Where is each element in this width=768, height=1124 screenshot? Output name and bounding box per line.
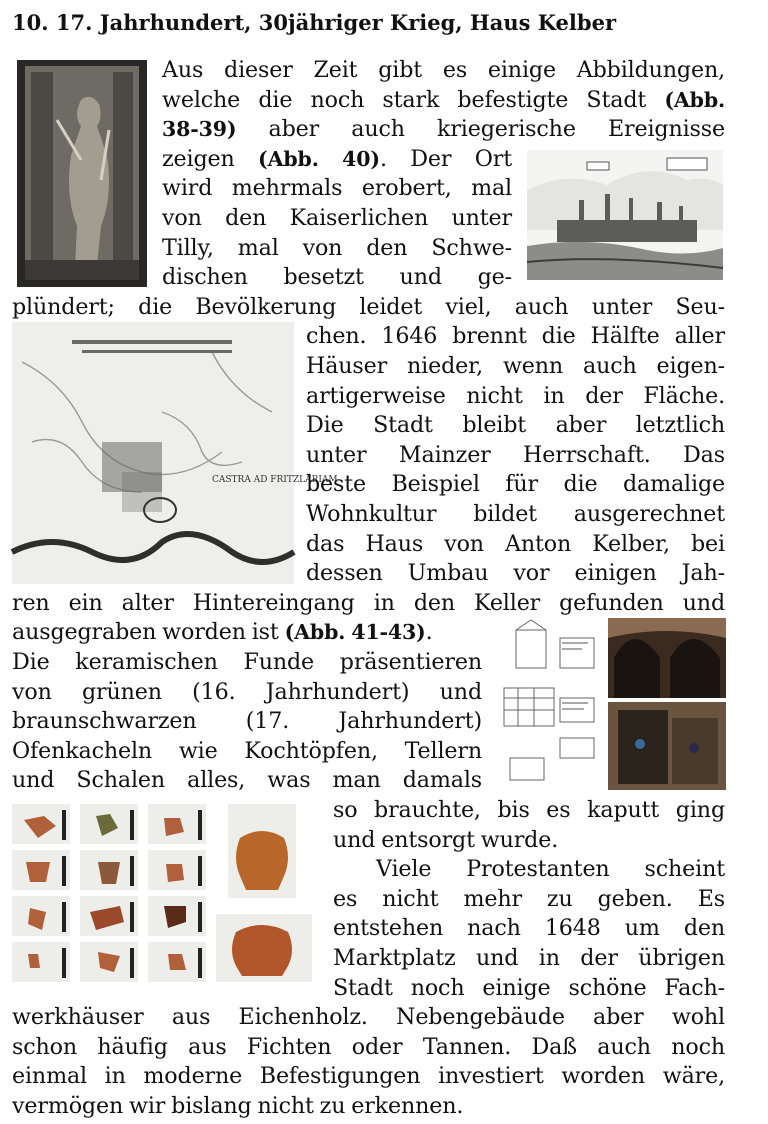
text-line: wird mehrmals erobert, mal: [162, 175, 512, 202]
text-line: welche die noch stark befestigte Stadt (Abb.: [162, 86, 725, 113]
ceramic-finds: [12, 804, 328, 982]
text-line: und entsorgt wurde.: [333, 826, 559, 853]
text-line: entstehen nach 1648 um den: [333, 915, 725, 942]
town-engraving: [527, 150, 723, 280]
page-heading: 10. 17. Jahrhundert, 30jähriger Krieg, Haus Kelber: [12, 10, 617, 35]
text-line: so brauchte, bis es kaputt ging: [333, 797, 725, 823]
body-text-full-a: [12, 293, 725, 323]
text-line: Häuser nieder, wenn auch eigen-: [306, 352, 725, 379]
text-line: Die Stadt bleibt aber letztlich: [306, 412, 725, 439]
cellar-photos: [608, 618, 726, 790]
text-line: das Haus von Anton Kelber, bei: [306, 530, 725, 557]
body-text-full-b: [12, 589, 725, 619]
text-line: schon häufig aus Fichten oder Tannen. Daß auch noch: [12, 1033, 725, 1060]
text-line: Marktplatz und in der übrigen: [333, 944, 725, 971]
body-text: [162, 56, 725, 145]
body-text-col-c: [12, 618, 482, 796]
text-line: ausgegraben worden ist (Abb. 41-43).: [12, 619, 433, 646]
text-line: beste Beispiel für die damalige: [306, 471, 725, 498]
text-line: von grünen (16. Jahrhundert) und: [12, 678, 482, 705]
text-line: Viele Protestanten scheint: [376, 856, 725, 883]
text-line: Die keramischen Funde präsentieren: [12, 648, 482, 675]
text-line: und Schalen alles, was man damals: [12, 767, 482, 794]
text-line: Ofenkacheln wie Kochtöpfen, Tellern: [12, 737, 482, 764]
text-line: plündert; die Bevölkerung leidet viel, auch unter Seu-: [12, 293, 725, 320]
text-line: Tilly, mal von den Schwe-: [162, 234, 512, 261]
relief-photo: [17, 60, 147, 287]
text-line: werkhäuser aus Eichenholz. Nebengebäude aber wohl: [12, 1004, 725, 1031]
siege-map: [12, 322, 338, 584]
body-text-col-d: [333, 796, 725, 1003]
text-line: unter Mainzer Herrschaft. Das: [306, 441, 725, 468]
text-line: chen. 1646 brennt die Hälfte aller: [306, 323, 725, 350]
text-line: Stadt noch einige schöne Fach-: [333, 974, 725, 1001]
body-text-col-b: [306, 322, 725, 588]
text-line: braunschwarzen (17. Jahrhundert): [12, 708, 482, 735]
text-line: dessen Umbau vor einigen Jah-: [306, 560, 725, 587]
text-line: Wohnkultur bildet ausgerechnet: [306, 500, 725, 527]
text-line: ren ein alter Hintereingang in den Keller gefunden und: [12, 589, 725, 616]
text-line: vermögen wir bislang nicht zu erkennen.: [12, 1092, 464, 1119]
text-line: es nicht mehr zu geben. Es: [333, 885, 725, 912]
text-line: Aus dieser Zeit gibt es einige Abbildungen,: [162, 57, 725, 83]
building-drawings: [498, 618, 602, 790]
text-line: von den Kaiserlichen unter: [162, 204, 512, 231]
text-line: einmal in moderne Befestigungen investiert worden wäre,: [12, 1063, 725, 1090]
body-text-full-c: [12, 1003, 725, 1121]
text-line: artigerweise nicht in der Fläche.: [306, 382, 725, 409]
text-line: zeigen (Abb. 40). Der Ort: [162, 145, 512, 172]
text-line: dischen besetzt und ge-: [162, 264, 512, 291]
map-label: CASTRA AD FRITZLARIAM: [212, 475, 338, 485]
text-line: 38-39) aber auch kriegerische Ereignisse: [162, 116, 725, 143]
body-text-col-a: [162, 145, 512, 293]
